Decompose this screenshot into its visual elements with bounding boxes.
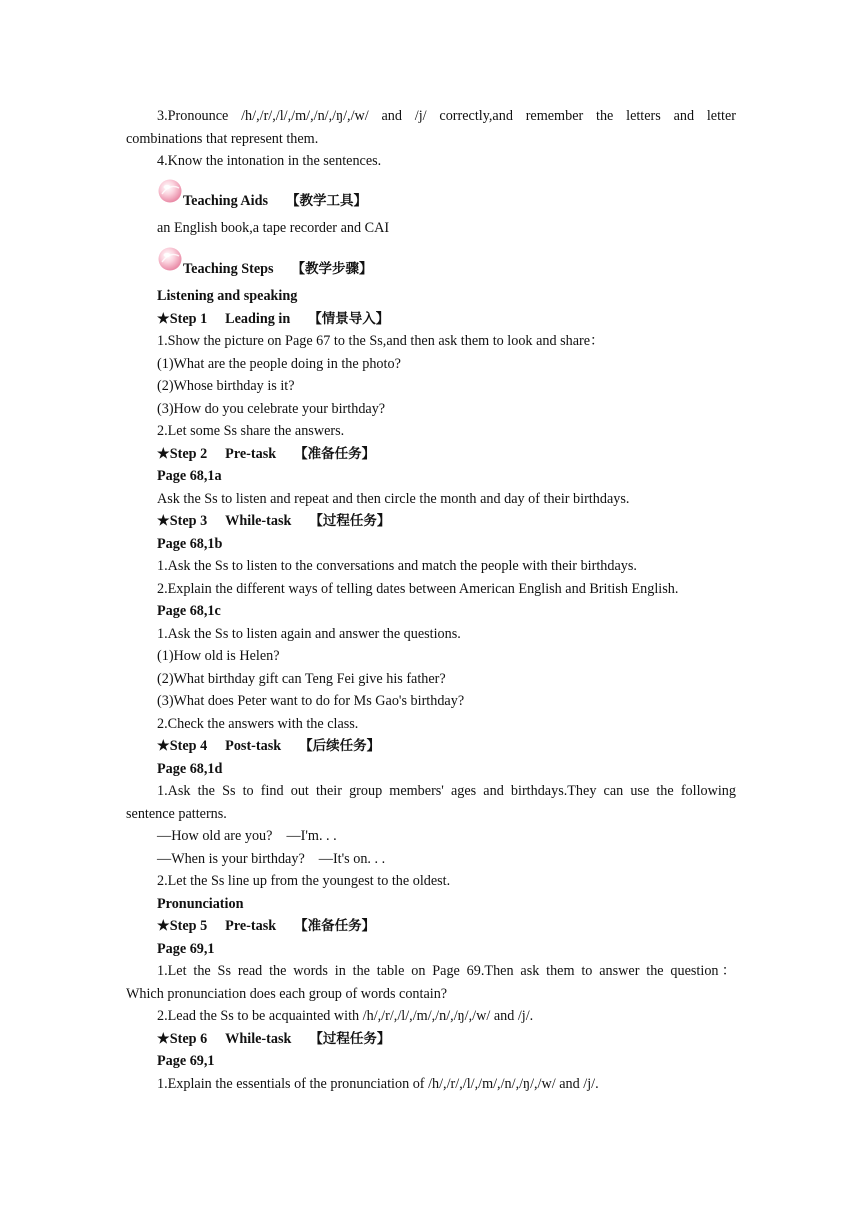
flower-bullet-icon <box>157 246 183 272</box>
step-6-heading: ★Step 6 While-task 【过程任务】 <box>157 1031 391 1047</box>
flower-bullet-icon <box>157 178 183 204</box>
dialogue-line: —When is your birthday? —It's on. . . <box>157 851 386 867</box>
step-1-line: 1.Show the picture on Page 67 to the Ss,and then ask them to look and share： <box>157 333 605 349</box>
teaching-aids-title-cn: 【教学工具】 <box>286 193 368 209</box>
objective-4: 4.Know the intonation in the sentences. <box>157 153 382 169</box>
step-6-line: 1.Explain the essentials of the pronunciation of /h/,/r/,/l/,/m/,/n/,/ŋ/,/w/ and /j/. <box>157 1076 599 1092</box>
teaching-aids-content: an English book,a tape recorder and CAI <box>157 220 390 236</box>
step-1-line: (1)What are the people doing in the photo? <box>157 356 401 372</box>
step-2-line: Ask the Ss to listen and repeat and then circle the month and day of their birthdays. <box>157 491 630 507</box>
pronunciation-heading: Pronunciation <box>157 896 244 912</box>
objective-3-line1: 3.Pronounce /h/,/r/,/l/,/m/,/n/,/ŋ/,/w/ and /j/ correctly,and remember the letters and letter <box>157 108 736 124</box>
page-ref: Page 68,1d <box>157 761 223 777</box>
step-4-line: 2.Let the Ss line up from the youngest to the oldest. <box>157 873 451 889</box>
step-1-line: 2.Let some Ss share the answers. <box>157 423 345 439</box>
step-5-line: Which pronunciation does each group of words contain? <box>126 986 448 1002</box>
page-ref: Page 69,1 <box>157 941 215 957</box>
step-3-line: 1.Ask the Ss to listen to the conversations and match the people with their birthdays. <box>157 558 637 574</box>
step-3-line: (2)What birthday gift can Teng Fei give his father? <box>157 671 446 687</box>
page-ref: Page 68,1b <box>157 536 223 552</box>
teaching-steps-title: Teaching Steps <box>183 261 274 277</box>
step-5-heading: ★Step 5 Pre-task 【准备任务】 <box>157 918 376 934</box>
step-3-heading: ★Step 3 While-task 【过程任务】 <box>157 513 391 529</box>
teaching-steps-title-cn: 【教学步骤】 <box>291 261 373 277</box>
step-5-line: 2.Lead the Ss to be acquainted with /h/,/r/,/l/,/m/,/n/,/ŋ/,/w/ and /j/. <box>157 1008 534 1024</box>
page-ref: Page 69,1 <box>157 1053 215 1069</box>
teaching-aids-heading <box>183 192 367 210</box>
dialogue-line: —How old are you? —I'm. . . <box>157 828 337 844</box>
step-3-line: 2.Check the answers with the class. <box>157 716 359 732</box>
listening-heading: Listening and speaking <box>157 288 298 304</box>
step-1-heading: ★Step 1 Leading in 【情景导入】 <box>157 311 390 327</box>
step-1-line: (3)How do you celebrate your birthday? <box>157 401 386 417</box>
step-3-line: 1.Ask the Ss to listen again and answer the questions. <box>157 626 461 642</box>
step-3-line: (3)What does Peter want to do for Ms Gao's birthday? <box>157 693 465 709</box>
objective-3-line2: combinations that represent them. <box>126 131 319 147</box>
step-3-line: 2.Explain the different ways of telling dates between American English and British English. <box>157 581 679 597</box>
step-4-line: sentence patterns. <box>126 806 227 822</box>
page-ref: Page 68,1a <box>157 468 222 484</box>
step-2-heading: ★Step 2 Pre-task 【准备任务】 <box>157 446 376 462</box>
teaching-aids-title: Teaching Aids <box>183 193 269 209</box>
page-ref: Page 68,1c <box>157 603 221 619</box>
teaching-steps-heading <box>183 260 373 278</box>
step-4-heading: ★Step 4 Post-task 【后续任务】 <box>157 738 381 754</box>
step-3-line: (1)How old is Helen? <box>157 648 280 664</box>
step-1-line: (2)Whose birthday is it? <box>157 378 295 394</box>
step-5-line: 1.Let the Ss read the words in the table on Page 69.Then ask them to answer the question： <box>157 963 736 979</box>
step-4-line: 1.Ask the Ss to find out their group members' ages and birthdays.They can use the following <box>157 783 736 799</box>
